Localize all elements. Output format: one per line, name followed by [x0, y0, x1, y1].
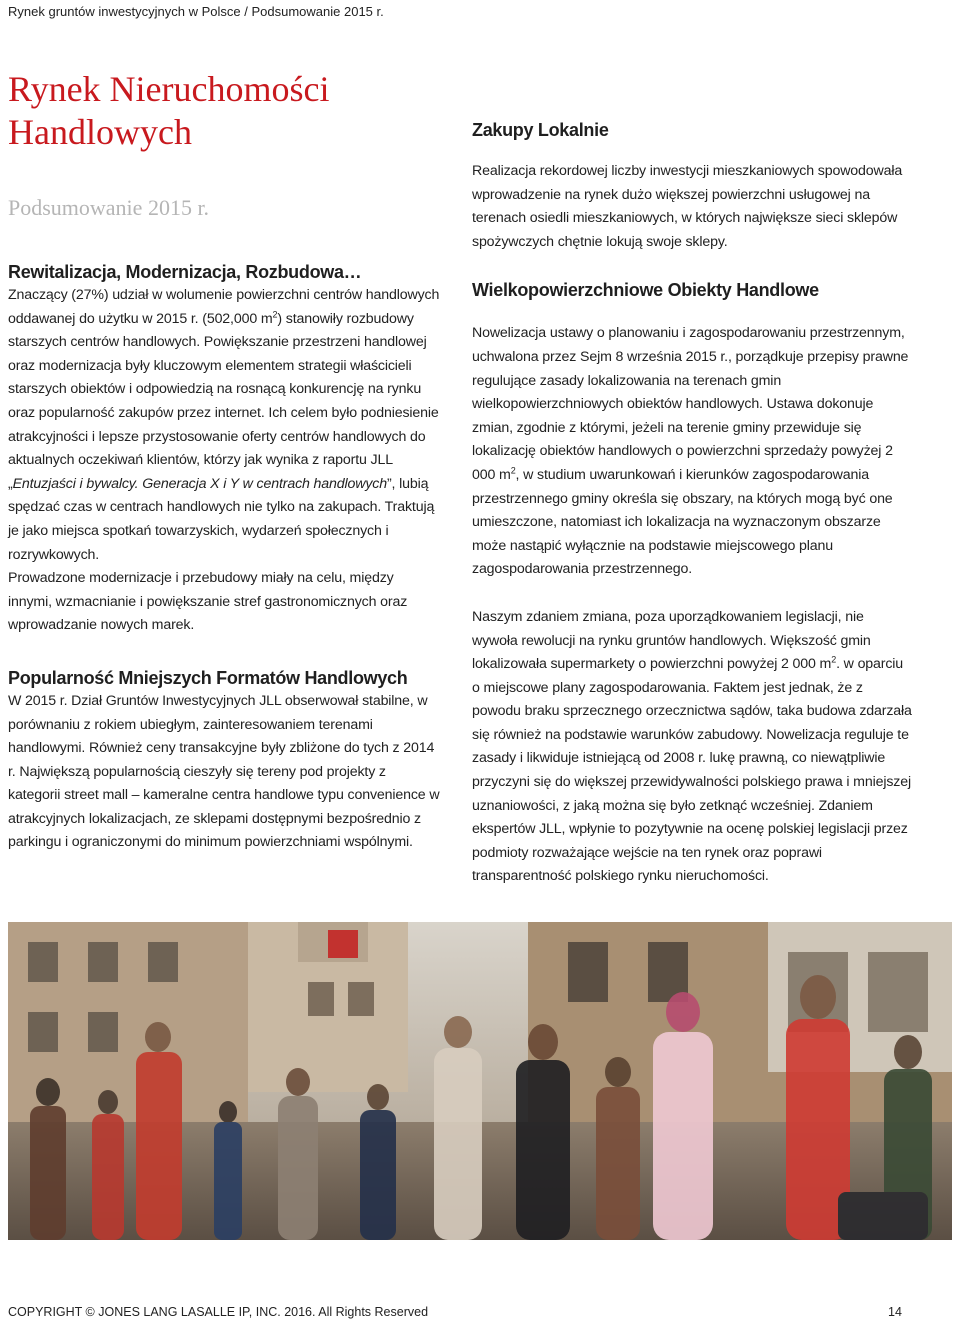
superscript: 2: [510, 465, 516, 476]
left-column: [8, 68, 440, 855]
page-subtitle: Podsumowanie 2015 r.: [8, 195, 210, 220]
paragraph-popularnosc: W 2015 r. Dział Gruntów Inwestycyjnych JLL obserwował stabilne, w porównaniu z rokiem ubiegłym, zainteresowaniem terenami handlowymi. Również ceny transakcyjne były zbliżone do tych z 2014 r. Największą popularnością cieszyły się tereny pod projekty z kategorii street mall – kameralne centra handlowe typu convenience w atrakcyjnych lokalizacjach, ze sklepami dostępnymi bezpośrednio z parkingu i ograniczonymi do minimum powierzchniami wspólnymi.: [8, 692, 440, 851]
paragraph-modernizacje: Prowadzone modernizacje i przebudowy miały na celu, między innymi, wzmacnianie i powiększanie stref gastronomicznych oraz wprowadzanie nowych marek.: [8, 570, 408, 634]
paragraph-rewitalizacja: [8, 284, 440, 567]
section-heading-rewitalizacja: Rewitalizacja, Modernizacja, Rozbudowa…: [8, 262, 362, 282]
section-heading-popularnosc: Popularność Mniejszych Formatów Handlowych: [8, 667, 408, 688]
report-title: Entuzjaści i bywalcy. Generacja X i Y w centrach handlowych: [12, 475, 387, 492]
text-run: ”, lubią spędzać czas w centrach handlowych nie tylko na zakupach. Traktują je jako miejsca spotkań towarzyskich, wydarzeń społecznych i rozrywkowych.: [8, 475, 435, 563]
page-number: 14: [888, 1305, 902, 1319]
paragraph-zakupy-lokalnie: Realizacja rekordowej liczby inwestycji mieszkaniowych spowodowała wprowadzenie na rynek dużo większej powierzchni usługowej na terenach osiedli mieszkaniowych, w których największe sieci sklepów spożywczych chętnie lokują swoje sklepy.: [472, 163, 903, 250]
section-heading-zakupy-lokalnie: Zakupy Lokalnie: [472, 120, 609, 140]
running-header: Rynek gruntów inwestycyjnych w Polsce / Podsumowanie 2015 r.: [8, 4, 384, 19]
superscript: 2: [831, 654, 837, 665]
photo-illustration: [8, 922, 952, 1240]
street-crowd-photo: [8, 922, 952, 1240]
title-line-1: Rynek Nieruchomości: [8, 69, 330, 109]
text-run: . w oparciu o miejscowe plany zagospodarowania. Faktem jest jednak, że z powodu braku sprzecznego orzecznictwa sądów, taka budowa zdarzała się również na podstawie warunków zabudowy. Nowelizacja reguluje te zasady i likwiduje istniejącą od 2008 r. lukę prawną, co niewątpliwie przyczyni się do większej przewidywalności polskiego prawa i mniejszej uznaniowości, z jaką można się było zetknąć wcześniej. Zdaniem ekspertów JLL, wpłynie to pozytywnie na ocenę polskiej legislacji przez podmioty rozważające wejście na ten rynek oraz poprawi transparentność polskiego rynku nieruchomości.: [472, 656, 912, 885]
footer-copyright: COPYRIGHT © JONES LANG LASALLE IP, INC. 2016. All Rights Reserved: [8, 1305, 429, 1319]
text-run: ) stanowiły rozbudowy starszych centrów handlowych. Powiększanie przestrzeni handlowej oraz modernizacja były kluczowym elementem strategii właścicieli starszych obiektów i odpowiedzią na rosnącą konkurencję na rynku oraz popularność zakupów przez internet. Ich celem było podniesienie atrakcyjności i lepsze przystosowanie oferty centrów handlowych do aktualnych oczekiwań klientów, którzy jak wynika z raportu JLL „: [8, 310, 439, 492]
superscript: 2: [272, 308, 278, 319]
right-column: [472, 118, 912, 889]
paragraph-opinia: [472, 606, 912, 889]
text-run: Naszym zdaniem zmiana, poza uporządkowaniem legislacji, nie wywoła rewolucji na rynku gruntów handlowych. Większość gmin lokalizowała supermarkety o powierzchni powyżej 2 000 m: [472, 608, 871, 673]
text-run: , w studium uwarunkowań i kierunków zagospodarowania przestrzennego gminy określa się obszary, na których mogą być one umieszczone, natomiast ich lokalizacja na wyznaczonym obszarze może nastąpić wyłącznie na podstawie miejscowego planu zagospodarowania przestrzennego.: [472, 466, 893, 578]
page-title: [8, 68, 440, 154]
section-heading-wielkopowierzchniowe: Wielkopowierzchniowe Obiekty Handlowe: [472, 280, 819, 301]
paragraph-nowelizacja: [472, 322, 912, 582]
title-line-2: Handlowych: [8, 112, 192, 152]
text-run: Nowelizacja ustawy o planowaniu i zagospodarowaniu przestrzennym, uchwalona przez Sejm 8 września 2015 r., porządkuje przepisy prawne regulujące zasady lokalizowania na terenach gmin wielkopowierzchniowych obiektów handlowych. Ustawa dokonuje zmian, zgodnie z którymi, jeżeli na terenie gminy przewiduje się lokalizację obiektów handlowych o powierzchni sprzedaży powyżej 2 000 m: [472, 325, 909, 483]
text-run: Znaczący (27%) udział w wolumenie powierzchni centrów handlowych oddawanej do użytku w 2015 r. (502,000 m: [8, 287, 440, 327]
